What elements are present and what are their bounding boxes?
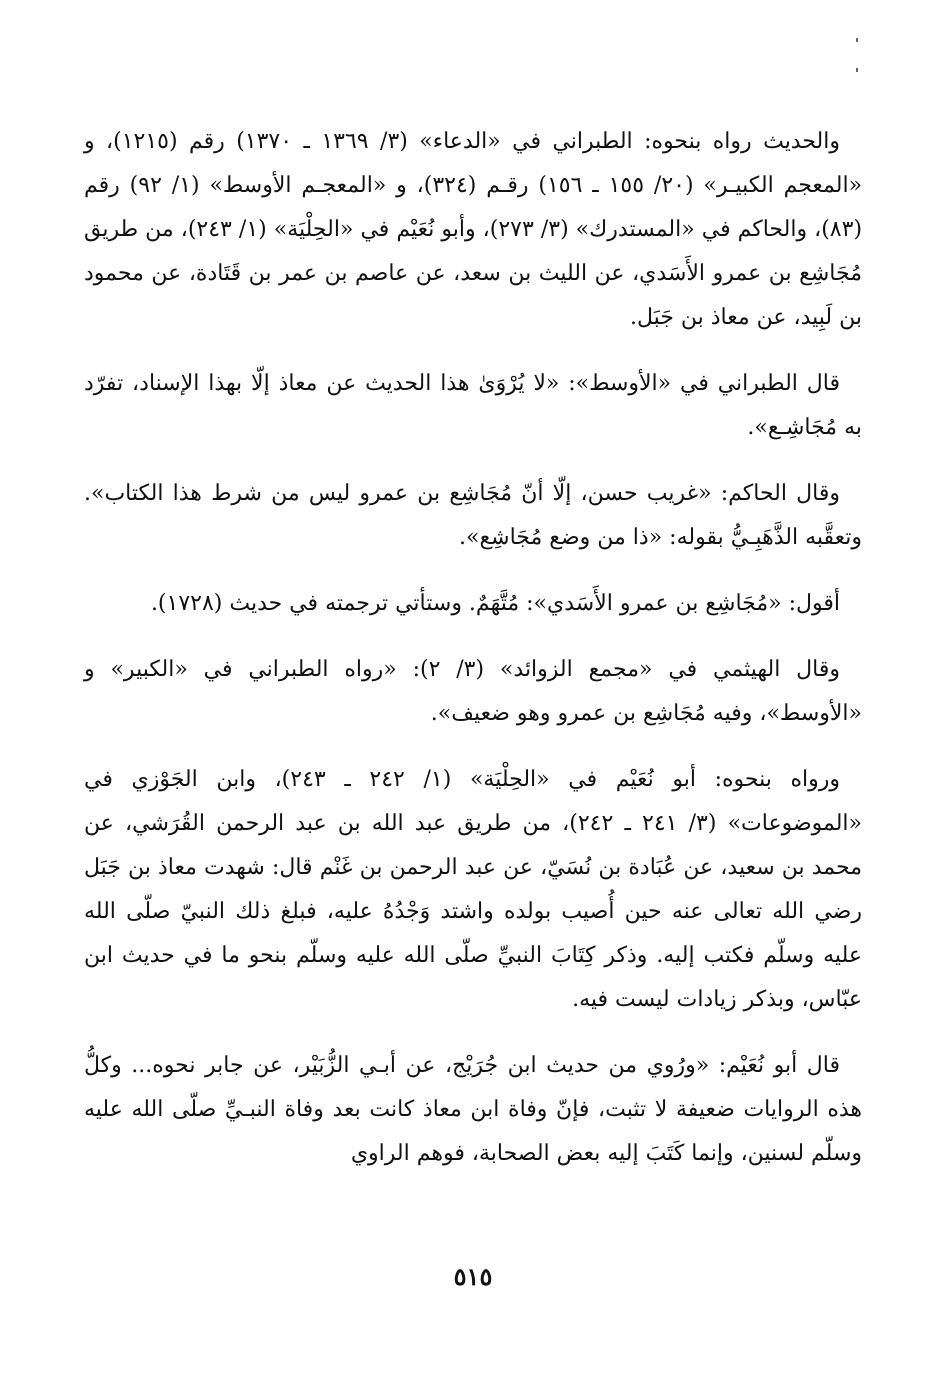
- paragraph-1: والحديث رواه بنحوه: الطبراني في «الدعاء» (٣/ ١٣٦٩ ـ ١٣٧٠) رقم (١٢١٥)، و «المعجم الكبيـر» (٢٠/ ١٥٥ ـ ١٥٦) رقـم (٣٢٤)، و «المعجـم الأوسط» (١/ ٩٢) رقم (٨٣)، والحاكم في «المستدرك» (٣/ ٢٧٣)، وأبو نُعَيْم في «الحِلْيَة» (١/ ٢٤٣)، من طريق مُجَاشِع بن عمرو الأَسَدي، عن الليث بن سعد، عن عاصم بن عمر بن قَتَادة، عن محمود بن لَبِيد، عن معاذ بن جَبَل.: [84, 129, 863, 330]
- paragraph-2: قال الطبراني في «الأوسط»: «لا يُرْوَىٰ هذا الحديث عن معاذ إلّا بهذا الإسناد، تفرّد به مُجَاشِـع».: [84, 371, 862, 440]
- page-number: ٥١٥: [453, 1262, 493, 1291]
- paragraph-6: ورواه بنحوه: أبو نُعَيْم في «الحِلْيَة» (١/ ٢٤٢ ـ ٢٤٣)، وابن الجَوْزي في «الموضوعات» (٣/ ٢٤١ ـ ٢٤٢)، من طريق عبد الله بن عبد الرحمن القُرَشي، عن محمد بن سعيد، عن عُبَادة بن نُسَيّ، عن عبد الرحمن بن غَنْم قال: شهدت معاذ بن جَبَل رضي الله تعالى عنه حين أُصيب بولده واشتد وَجْدُهُ عليه، فبلغ ذلك النبيّ صلّى الله عليه وسلّم فكتب إليه. وذكر كِتَابَ النبيِّ صلّى الله عليه وسلّم بنحو ما في حديث ابن عبّاس، وبذكر زيادات ليست فيه.: [84, 767, 863, 1012]
- paragraph-5: وقال الهيثمي في «مجمع الزوائد» (٣/ ٢): «رواه الطبراني في «الكبير» و «الأوسط»، وفيه مُجَاشِع بن عمرو وهو ضعيف».: [84, 657, 862, 726]
- main-text: [84, 120, 862, 1198]
- edge-mark: [856, 68, 858, 72]
- paragraph-7: قال أبو نُعَيْم: «ورُوي من حديث ابن جُرَيْج، عن أبـي الزُّبَيْر، عن جابر نحوه... وكلُّ هذه الروايات ضعيفة لا تثبت، فإنّ وفاة ابن معاذ كانت بعد وفاة النبـيِّ صلّى الله عليه وسلّم لسنين، وإنما كَتَبَ إليه بعض الصحابة، فوهم الراوي: [84, 1053, 862, 1166]
- edge-mark: [856, 38, 858, 42]
- paragraph-3: وقال الحاكم: «غريب حسن، إلّا أنّ مُجَاشِع بن عمرو ليس من شرط هذا الكتاب». وتعقَّبه الذَّهَبِـيُّ بقوله: «ذا من وضع مُجَاشِع».: [84, 481, 862, 550]
- paragraph-4: أقول: «مُجَاشِع بن عمرو الأَسَدي»: مُتَّهَمٌ. وستأتي ترجمته في حديث (١٧٢٨).: [150, 591, 840, 616]
